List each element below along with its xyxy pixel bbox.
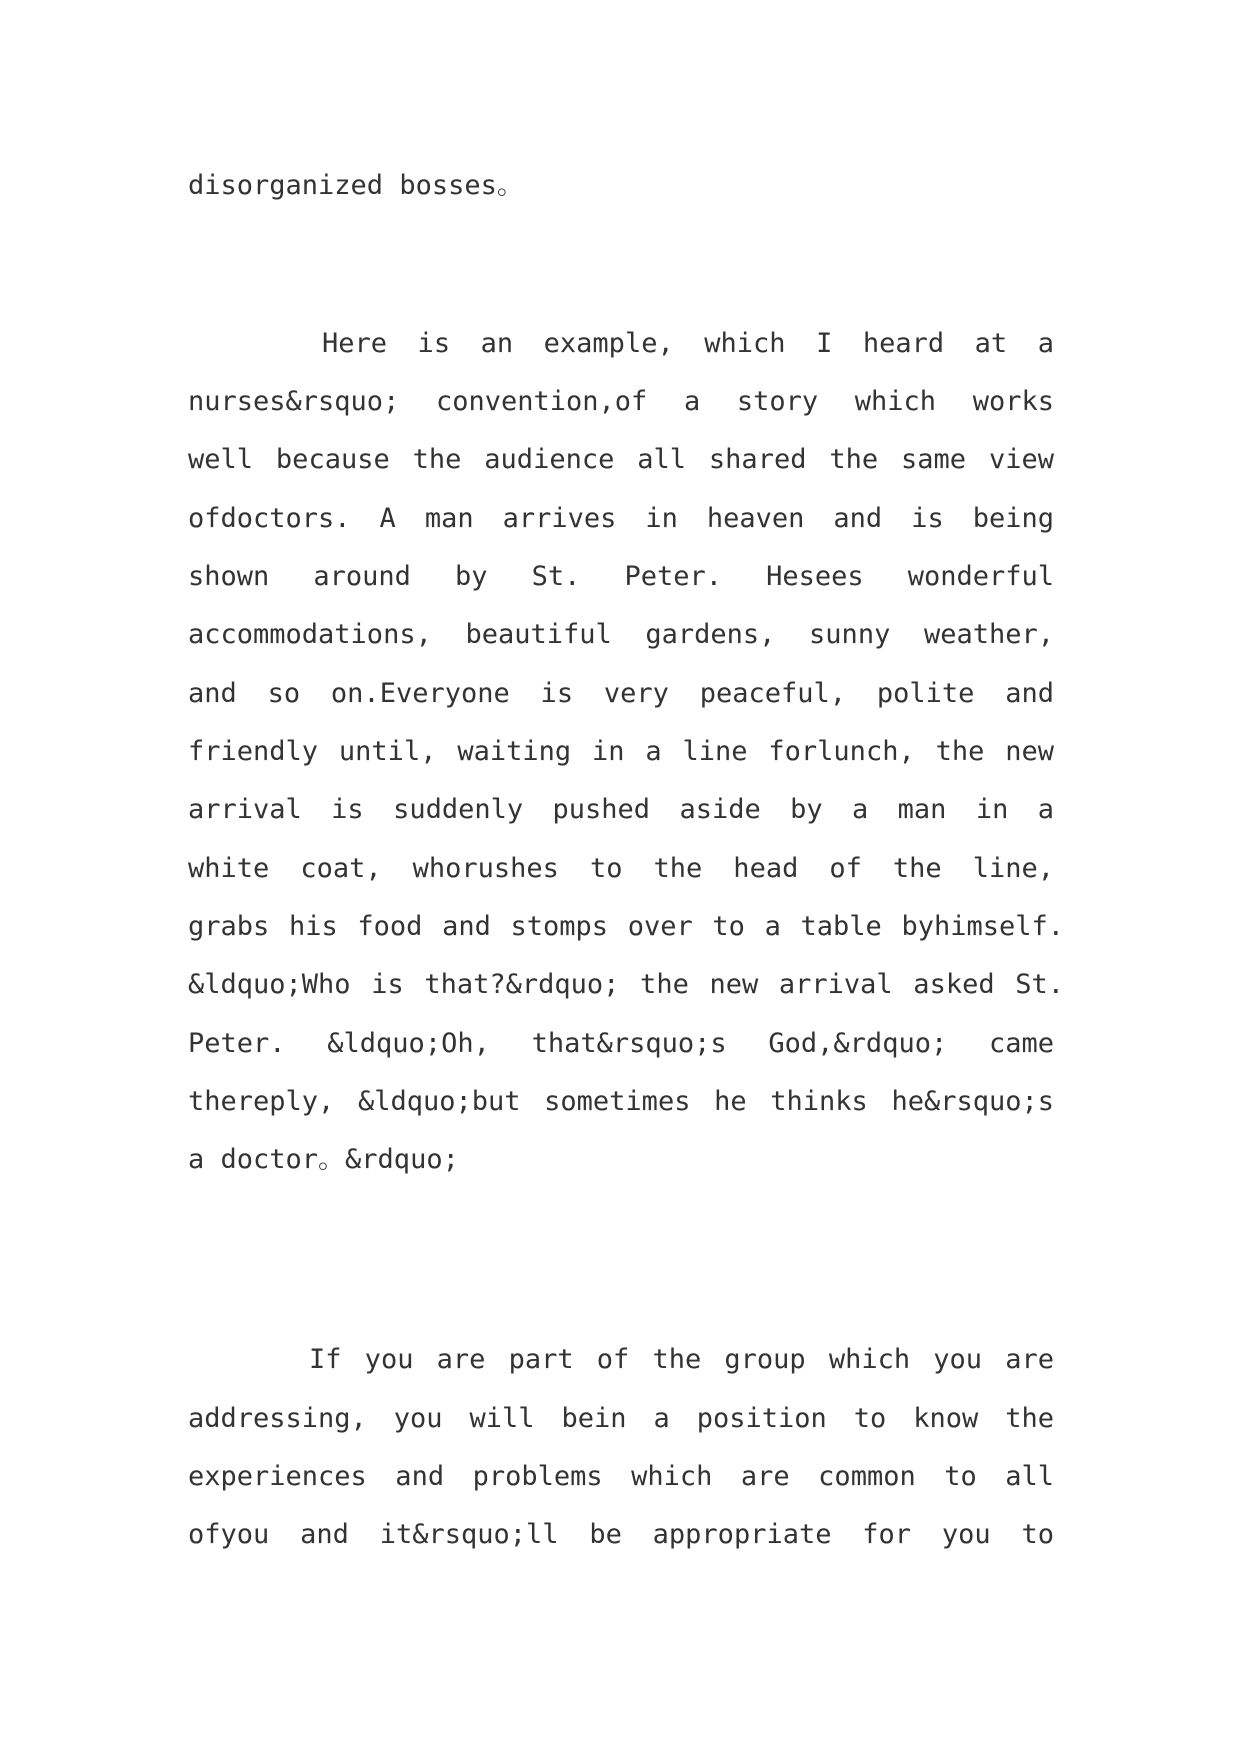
paragraph-3-line-4: ofyou and it&rsquo;ll be appropriate for you to — [188, 1519, 1054, 1550]
paragraph-3-line-3: experiences and problems which are common to all — [188, 1461, 1054, 1492]
paragraph-2-line-14: thereply, &ldquo;but sometimes he thinks he&rsquo;s — [188, 1086, 1054, 1117]
paragraph-2-line-7: and so on.Everyone is very peaceful, polite and — [188, 678, 1054, 709]
paragraph-2-line-10: white coat, whorushes to the head of the line, — [188, 853, 1054, 884]
paragraph-2-line-5: shown around by St. Peter. Hesees wonderful — [188, 561, 1054, 592]
paragraph-2-line-6: accommodations, beautiful gardens, sunny weather, — [188, 619, 1054, 650]
paragraph-2-line-1: Here is an example, which I heard at a — [322, 328, 1054, 359]
paragraph-3-line-2: addressing, you will bein a position to know the — [188, 1403, 1054, 1434]
paragraph-2-line-3: well because the audience all shared the same view — [188, 444, 1054, 475]
paragraph-3-line-1: If you are part of the group which you are — [309, 1344, 1054, 1375]
paragraph-2-line-4: ofdoctors. A man arrives in heaven and is being — [188, 503, 1054, 534]
paragraph-2-line-9: arrival is suddenly pushed aside by a man in a — [188, 794, 1054, 825]
paragraph-2-line-8: friendly until, waiting in a line forlunch, the new — [188, 736, 1054, 767]
paragraph-2-line-2: nurses&rsquo; convention,of a story which works — [188, 386, 1054, 417]
paragraph-1-line-1: disorganized bosses。 — [188, 170, 524, 201]
paragraph-2-line-13: Peter. &ldquo;Oh, that&rsquo;s God,&rdquo; came — [188, 1028, 1054, 1059]
paragraph-2-line-11: grabs his food and stomps over to a table byhimself. — [188, 911, 1064, 942]
paragraph-2-line-12: &ldquo;Who is that?&rdquo; the new arrival asked St. — [188, 969, 1064, 1000]
paragraph-2-line-15: a doctor。&rdquo; — [188, 1144, 459, 1175]
